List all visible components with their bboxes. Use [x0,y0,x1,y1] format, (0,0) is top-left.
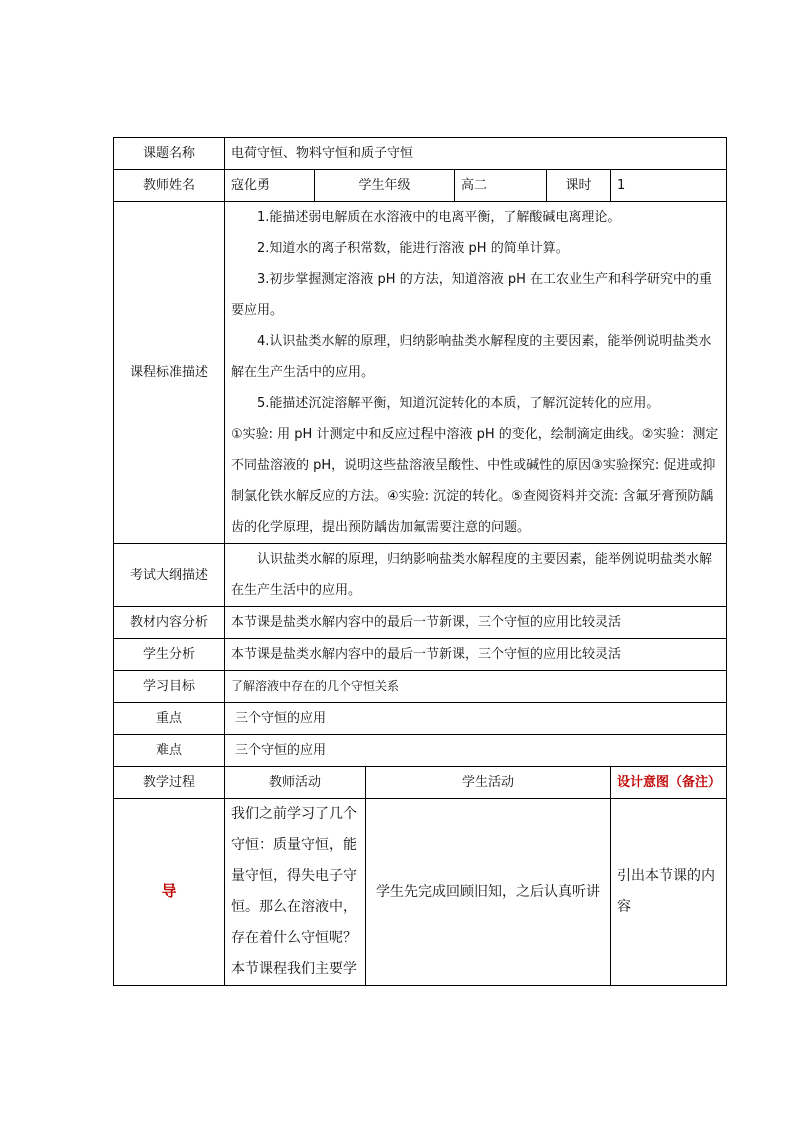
standard-item: 3.初步掌握测定溶液 pH 的方法，知道溶液 pH 在工农业生产和科学研究中的重要应用。 [231,272,712,318]
goal-row [114,671,727,703]
standard-item: 2.知道水的离子积常数，能进行溶液 pH 的简单计算。 [257,241,569,256]
standards-label: 课程标准描述 [114,202,225,544]
standard-item: 4.认识盐类水解的原理，归纳影响盐类水解程度的主要因素，能举例说明盐类水解在生产生活中的应用。 [231,334,712,380]
topic-value: 电荷守恒、物料守恒和质子守恒 [225,138,727,170]
grade-value: 高二 [455,170,547,202]
period-label: 课时 [547,170,611,202]
material-row [114,607,727,639]
period-value: 1 [611,170,727,202]
student-value: 本节课是盐类水解内容中的最后一节新课，三个守恒的应用比较灵活 [225,639,727,671]
process-row-intro [114,799,727,986]
standards-content [225,202,727,544]
standard-item: 1.能描述弱电解质在水溶液中的电离平衡，了解酸碱电离理论。 [257,210,621,225]
difficulty-row [114,735,727,767]
exam-row [114,544,727,607]
material-label: 教材内容分析 [114,607,225,639]
stage-label: 导 [161,882,177,900]
goal-label: 学习目标 [114,671,225,703]
teacher-name: 寇化勇 [225,170,315,202]
student-activity: 学生先完成回顾旧知，之后认真听讲 [366,799,611,986]
student-activity-header: 学生活动 [366,767,611,799]
key-label: 重点 [114,703,225,735]
standard-item: 5.能描述沉淀溶解平衡，知道沉淀转化的本质，了解沉淀转化的应用。 [257,396,660,411]
lesson-plan-table [113,137,727,986]
topic-label: 课题名称 [114,138,225,170]
key-value: 三个守恒的应用 [225,703,727,735]
key-row [114,703,727,735]
design-intent-header: 设计意图（备注） [611,767,727,799]
design-intent: 引出本节课的内容 [611,799,727,986]
student-row [114,639,727,671]
difficulty-value: 三个守恒的应用 [225,735,727,767]
standards-row [114,202,727,544]
material-value: 本节课是盐类水解内容中的最后一节新课，三个守恒的应用比较灵活 [225,607,727,639]
exam-value: 认识盐类水解的原理，归纳影响盐类水解程度的主要因素，能举例说明盐类水解在生产生活中的应用。 [231,552,713,598]
teacher-activity: 我们之前学习了几个守恒：质量守恒，能量守恒，得失电子守恒。那么在溶液中，存在着什么守恒呢？本节课程我们主要学 [225,799,366,986]
topic-row [114,138,727,170]
teacher-row [114,170,727,202]
teacher-activity-header: 教师活动 [225,767,366,799]
process-label: 教学过程 [114,767,225,799]
stage-cell [114,799,225,986]
difficulty-label: 难点 [114,735,225,767]
exam-cell [225,544,727,607]
grade-label: 学生年级 [315,170,455,202]
standards-activities: ①实验: 用 pH 计测定中和反应过程中溶液 pH 的变化，绘制滴定曲线。②实验：测定不同盐溶液的 pH，说明这些盐溶液呈酸性、中性或碱性的原因③实验探究: 促进或抑制氯化铁水解反应的方法。④实验: 沉淀的转化。⑤查阅资料并交流: 含氟牙膏预防龋齿的化学原理，提出预防龋齿加氟需要注意的问题。 [231,427,719,535]
exam-label: 考试大纲描述 [114,544,225,607]
goal-value: 了解溶液中存在的几个守恒关系 [225,671,727,703]
process-header-row [114,767,727,799]
teacher-label: 教师姓名 [114,170,225,202]
student-label: 学生分析 [114,639,225,671]
